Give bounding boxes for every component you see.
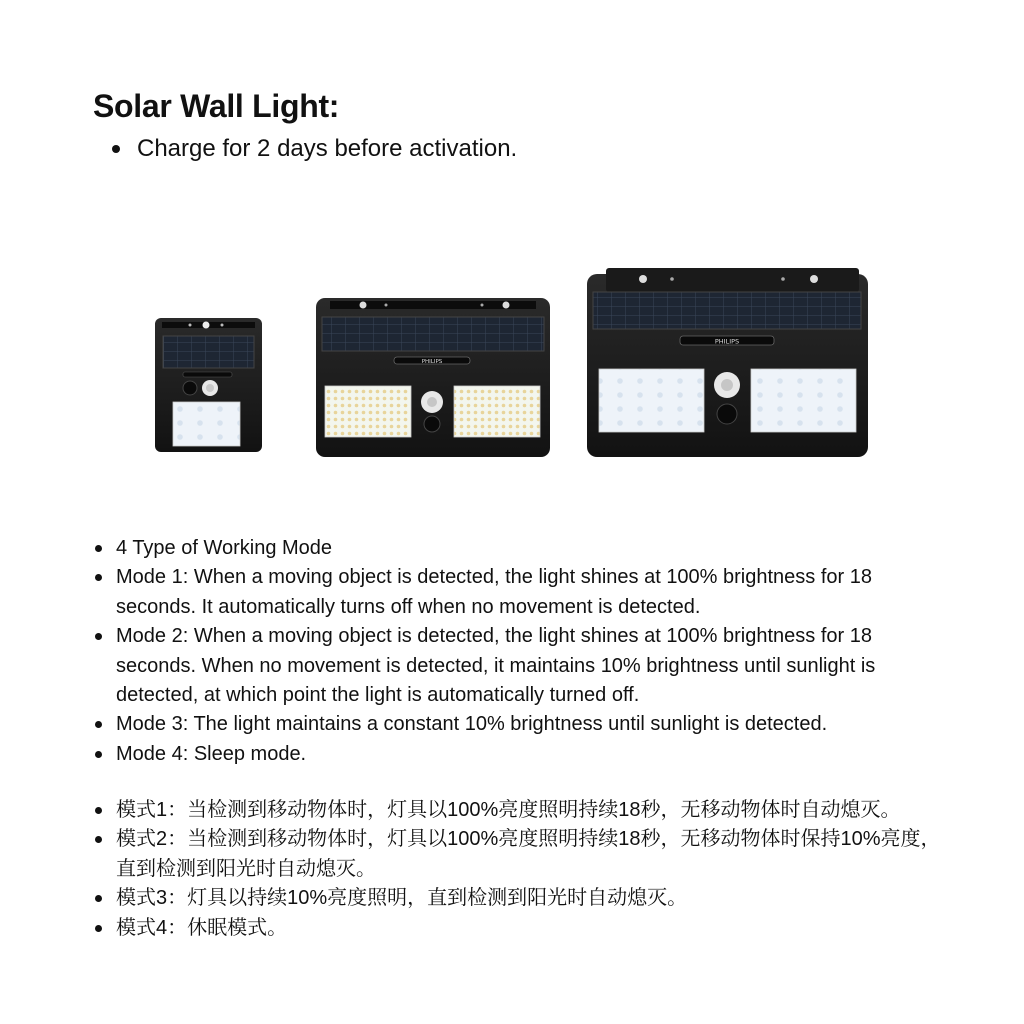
list-item: Mode 3: The light maintains a constant 10% brightness until sunlight is detected. bbox=[116, 710, 936, 739]
list-item: 模式3：灯具以持续10%亮度照明，直到检测到阳光时自动熄灭。 bbox=[116, 884, 956, 913]
double-panel-light-large bbox=[587, 268, 868, 457]
list-item: Mode 4: Sleep mode. bbox=[116, 740, 936, 769]
brand-logo: PHILIPS bbox=[421, 359, 443, 365]
brand-logo: PHILIPS bbox=[714, 337, 740, 346]
list-item: Mode 1: When a moving object is detected, the light shines at 100% brightness for 18 seconds. It automatically turns off when no movement is detected. bbox=[116, 563, 936, 622]
list-item: Charge for 2 days before activation. bbox=[137, 134, 937, 164]
list-item: 模式4：休眠模式。 bbox=[116, 914, 956, 943]
working-modes-chinese bbox=[116, 796, 956, 943]
list-item: 4 Type of Working Mode bbox=[116, 534, 936, 563]
product-photo bbox=[150, 262, 880, 467]
list-item: 模式1：当检测到移动物体时，灯具以100%亮度照明持续18秒，无移动物体时自动熄灭。 bbox=[116, 796, 956, 825]
list-item: Mode 2: When a moving object is detected, the light shines at 100% brightness for 18 seconds. When no movement is detected, it maintains 10% brightness until sunlight is detected, at which point the light is automatically turned off. bbox=[116, 622, 936, 710]
page-title: Solar Wall Light: bbox=[93, 88, 340, 124]
intro-list bbox=[137, 134, 937, 164]
working-modes-english bbox=[116, 534, 936, 769]
single-panel-light bbox=[155, 318, 262, 452]
double-panel-light-medium bbox=[316, 298, 550, 457]
list-item: 模式2：当检测到移动物体时，灯具以100%亮度照明持续18秒，无移动物体时保持10%亮度，直到检测到阳光时自动熄灭。 bbox=[116, 825, 956, 884]
